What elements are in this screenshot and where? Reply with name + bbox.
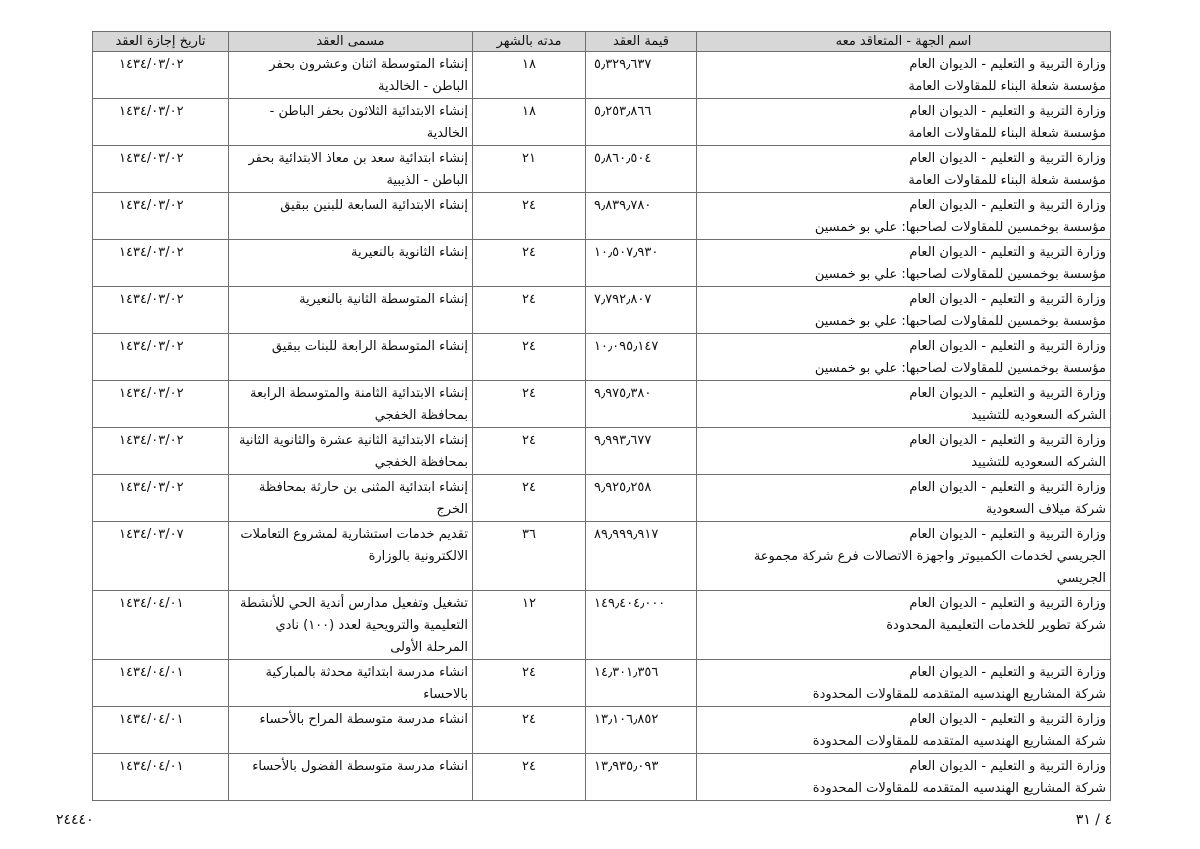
header-date: تاريخ إجازة العقد — [93, 32, 229, 52]
cell-date: ١٤٣٤/٠٣/٠٧ — [93, 522, 229, 591]
entity-line: مؤسسة بوخمسين للمقاولات لصاحبها: علي بو خمسين — [814, 361, 1106, 376]
table-row — [93, 707, 1111, 754]
entity-line: وزارة التربية و التعليم - الديوان العام — [909, 198, 1106, 213]
entity-line: مؤسسة بوخمسين للمقاولات لصاحبها: علي بو خمسين — [814, 267, 1106, 282]
entity-line: مؤسسة شعلة البناء للمقاولات العامة — [908, 173, 1106, 188]
cell-title: إنشاء المتوسطة اثنان وعشرون بحفر الباطن - الخالدية — [229, 52, 473, 99]
cell-entity — [697, 707, 1111, 754]
entity-line: وزارة التربية و التعليم - الديوان العام — [909, 292, 1106, 307]
cell-date: ١٤٣٤/٠٣/٠٢ — [93, 287, 229, 334]
cell-value: ١٣٫٩٣٥٫٠٩٣ — [586, 754, 697, 801]
entity-line: وزارة التربية و التعليم - الديوان العام — [909, 245, 1106, 260]
cell-title: إنشاء ابتدائية المثنى بن حارثة بمحافظة الخرج — [229, 475, 473, 522]
entity-line: شركة تطوير للخدمات التعليمية المحدودة — [886, 618, 1106, 633]
table-row — [93, 99, 1111, 146]
cell-title: إنشاء الثانوية بالنعيرية — [229, 240, 473, 287]
cell-value: ٥٫٨٦٠٫٥٠٤ — [586, 146, 697, 193]
cell-value: ١٠٫٠٩٥٫١٤٧ — [586, 334, 697, 381]
footer-page-indicator: ٤ / ٣١ — [1075, 812, 1112, 828]
cell-value: ١٣٫١٠٦٫٨٥٢ — [586, 707, 697, 754]
cell-value: ٨٩٫٩٩٩٫٩١٧ — [586, 522, 697, 591]
cell-date: ١٤٣٤/٠٤/٠١ — [93, 591, 229, 660]
cell-date: ١٤٣٤/٠٣/٠٢ — [93, 193, 229, 240]
entity-line: شركة المشاريع الهندسيه المتقدمه للمقاولات المحدودة — [812, 781, 1106, 796]
table-row — [93, 381, 1111, 428]
entity-line: وزارة التربية و التعليم - الديوان العام — [909, 759, 1106, 774]
cell-entity — [697, 475, 1111, 522]
cell-title: انشاء مدرسة متوسطة الفضول بالأحساء — [229, 754, 473, 801]
entity-line: شركة المشاريع الهندسيه المتقدمه للمقاولات المحدودة — [812, 687, 1106, 702]
entity-line: وزارة التربية و التعليم - الديوان العام — [909, 104, 1106, 119]
table-header — [93, 32, 1111, 52]
cell-date: ١٤٣٤/٠٤/٠١ — [93, 707, 229, 754]
entity-line: مؤسسة بوخمسين للمقاولات لصاحبها: علي بو خمسين — [814, 314, 1106, 329]
cell-duration: ٢٤ — [473, 754, 586, 801]
entity-line: وزارة التربية و التعليم - الديوان العام — [909, 712, 1106, 727]
cell-duration: ٢٤ — [473, 475, 586, 522]
entity-line: وزارة التربية و التعليم - الديوان العام — [909, 57, 1106, 72]
cell-date: ١٤٣٤/٠٤/٠١ — [93, 754, 229, 801]
cell-title: إنشاء المتوسطة الرابعة للبنات ببقيق — [229, 334, 473, 381]
entity-line: مؤسسة شعلة البناء للمقاولات العامة — [908, 126, 1106, 141]
cell-date: ١٤٣٤/٠٣/٠٢ — [93, 146, 229, 193]
cell-entity — [697, 591, 1111, 660]
cell-entity — [697, 287, 1111, 334]
cell-duration: ١٨ — [473, 99, 586, 146]
cell-value: ١٤٩٫٤٠٤٫٠٠٠ — [586, 591, 697, 660]
entity-line: وزارة التربية و التعليم - الديوان العام — [909, 480, 1106, 495]
cell-value: ٥٫٣٢٩٫٦٣٧ — [586, 52, 697, 99]
cell-title: تشغيل وتفعيل مدارس أندية الحي للأنشطة التعليمية والترويحية لعدد (١٠٠) نادي المرحلة الأولى — [229, 591, 473, 660]
contracts-table — [92, 31, 1111, 801]
cell-value: ٩٫٩٩٣٫٦٧٧ — [586, 428, 697, 475]
cell-entity — [697, 660, 1111, 707]
entity-line: الشركه السعوديه للتشييد — [971, 408, 1106, 423]
cell-title: إنشاء الابتدائية الثانية عشرة والثانوية الثانية بمحافظة الخفجي — [229, 428, 473, 475]
cell-entity — [697, 522, 1111, 591]
cell-date: ١٤٣٤/٠٣/٠٢ — [93, 475, 229, 522]
cell-value: ١٠٫٥٠٧٫٩٣٠ — [586, 240, 697, 287]
cell-title: إنشاء الابتدائية الثلاثون بحفر الباطن - الخالدية — [229, 99, 473, 146]
cell-date: ١٤٣٤/٠٣/٠٢ — [93, 52, 229, 99]
cell-duration: ٢٤ — [473, 660, 586, 707]
cell-entity — [697, 428, 1111, 475]
table-row — [93, 287, 1111, 334]
header-row — [93, 32, 1111, 52]
entity-line: مؤسسة بوخمسين للمقاولات لصاحبها: علي بو خمسين — [814, 220, 1106, 235]
entity-line: الجريسي — [1056, 571, 1106, 586]
entity-line: شركة ميلاف السعودية — [985, 502, 1106, 517]
cell-duration: ٣٦ — [473, 522, 586, 591]
cell-duration: ٢٤ — [473, 381, 586, 428]
cell-title: إنشاء ابتدائية سعد بن معاذ الابتدائية بحفر الباطن - الذيبية — [229, 146, 473, 193]
table-row — [93, 591, 1111, 660]
table-body — [93, 52, 1111, 801]
entity-line: وزارة التربية و التعليم - الديوان العام — [909, 386, 1106, 401]
cell-date: ١٤٣٤/٠٣/٠٢ — [93, 381, 229, 428]
cell-duration: ٢١ — [473, 146, 586, 193]
table-row — [93, 522, 1111, 591]
cell-duration: ٢٤ — [473, 428, 586, 475]
header-duration: مدته بالشهر — [473, 32, 586, 52]
entity-line: وزارة التربية و التعليم - الديوان العام — [909, 665, 1106, 680]
cell-value: ٥٫٢٥٣٫٨٦٦ — [586, 99, 697, 146]
entity-line: وزارة التربية و التعليم - الديوان العام — [909, 339, 1106, 354]
cell-value: ٩٫٨٣٩٫٧٨٠ — [586, 193, 697, 240]
cell-date: ١٤٣٤/٠٣/٠٢ — [93, 334, 229, 381]
table-row — [93, 193, 1111, 240]
entity-line: وزارة التربية و التعليم - الديوان العام — [909, 596, 1106, 611]
header-title: مسمى العقد — [229, 32, 473, 52]
cell-value: ٩٫٩٢٥٫٢٥٨ — [586, 475, 697, 522]
header-value: قيمة العقد — [586, 32, 697, 52]
cell-entity — [697, 193, 1111, 240]
table-row — [93, 240, 1111, 287]
cell-value: ٧٫٧٩٢٫٨٠٧ — [586, 287, 697, 334]
cell-title: إنشاء الابتدائية الثامنة والمتوسطة الرابعة بمحافظة الخفجي — [229, 381, 473, 428]
cell-title: انشاء مدرسة متوسطة المراح بالأحساء — [229, 707, 473, 754]
cell-value: ٩٫٩٧٥٫٣٨٠ — [586, 381, 697, 428]
cell-title: إنشاء المتوسطة الثانية بالنعيرية — [229, 287, 473, 334]
table-row — [93, 475, 1111, 522]
cell-title: انشاء مدرسة ابتدائية محدثة بالمباركية بالاحساء — [229, 660, 473, 707]
cell-duration: ٢٤ — [473, 287, 586, 334]
footer-document-number: ٢٤٤٤٠ — [56, 812, 94, 828]
cell-date: ١٤٣٤/٠٣/٠٢ — [93, 428, 229, 475]
entity-line: وزارة التربية و التعليم - الديوان العام — [909, 433, 1106, 448]
cell-entity — [697, 146, 1111, 193]
cell-value: ١٤٫٣٠١٫٣٥٦ — [586, 660, 697, 707]
header-entity: اسم الجهة - المتعاقد معه — [697, 32, 1111, 52]
cell-entity — [697, 334, 1111, 381]
table-row — [93, 428, 1111, 475]
cell-duration: ٢٤ — [473, 193, 586, 240]
cell-date: ١٤٣٤/٠٣/٠٢ — [93, 99, 229, 146]
cell-date: ١٤٣٤/٠٣/٠٢ — [93, 240, 229, 287]
cell-entity — [697, 99, 1111, 146]
table-row — [93, 334, 1111, 381]
cell-entity — [697, 754, 1111, 801]
entity-line: وزارة التربية و التعليم - الديوان العام — [909, 527, 1106, 542]
cell-duration: ٢٤ — [473, 240, 586, 287]
cell-title: تقديم خدمات استشارية لمشروع التعاملات الالكترونية بالوزارة — [229, 522, 473, 591]
cell-entity — [697, 240, 1111, 287]
cell-duration: ٢٤ — [473, 334, 586, 381]
table-row — [93, 660, 1111, 707]
cell-duration: ١٨ — [473, 52, 586, 99]
cell-entity — [697, 381, 1111, 428]
entity-line: مؤسسة شعلة البناء للمقاولات العامة — [908, 79, 1106, 94]
entity-line: وزارة التربية و التعليم - الديوان العام — [909, 151, 1106, 166]
table-row — [93, 146, 1111, 193]
table-row — [93, 52, 1111, 99]
cell-duration: ١٢ — [473, 591, 586, 660]
entity-line: شركة المشاريع الهندسيه المتقدمه للمقاولات المحدودة — [812, 734, 1106, 749]
entity-line: الشركه السعوديه للتشييد — [971, 455, 1106, 470]
entity-line: الجريسي لخدمات الكمبيوتر واجهزة الاتصالات فرع شركة مجموعة — [753, 549, 1106, 564]
cell-duration: ٢٤ — [473, 707, 586, 754]
cell-date: ١٤٣٤/٠٤/٠١ — [93, 660, 229, 707]
table-row — [93, 754, 1111, 801]
cell-title: إنشاء الابتدائية السابعة للبنين ببقيق — [229, 193, 473, 240]
cell-entity — [697, 52, 1111, 99]
